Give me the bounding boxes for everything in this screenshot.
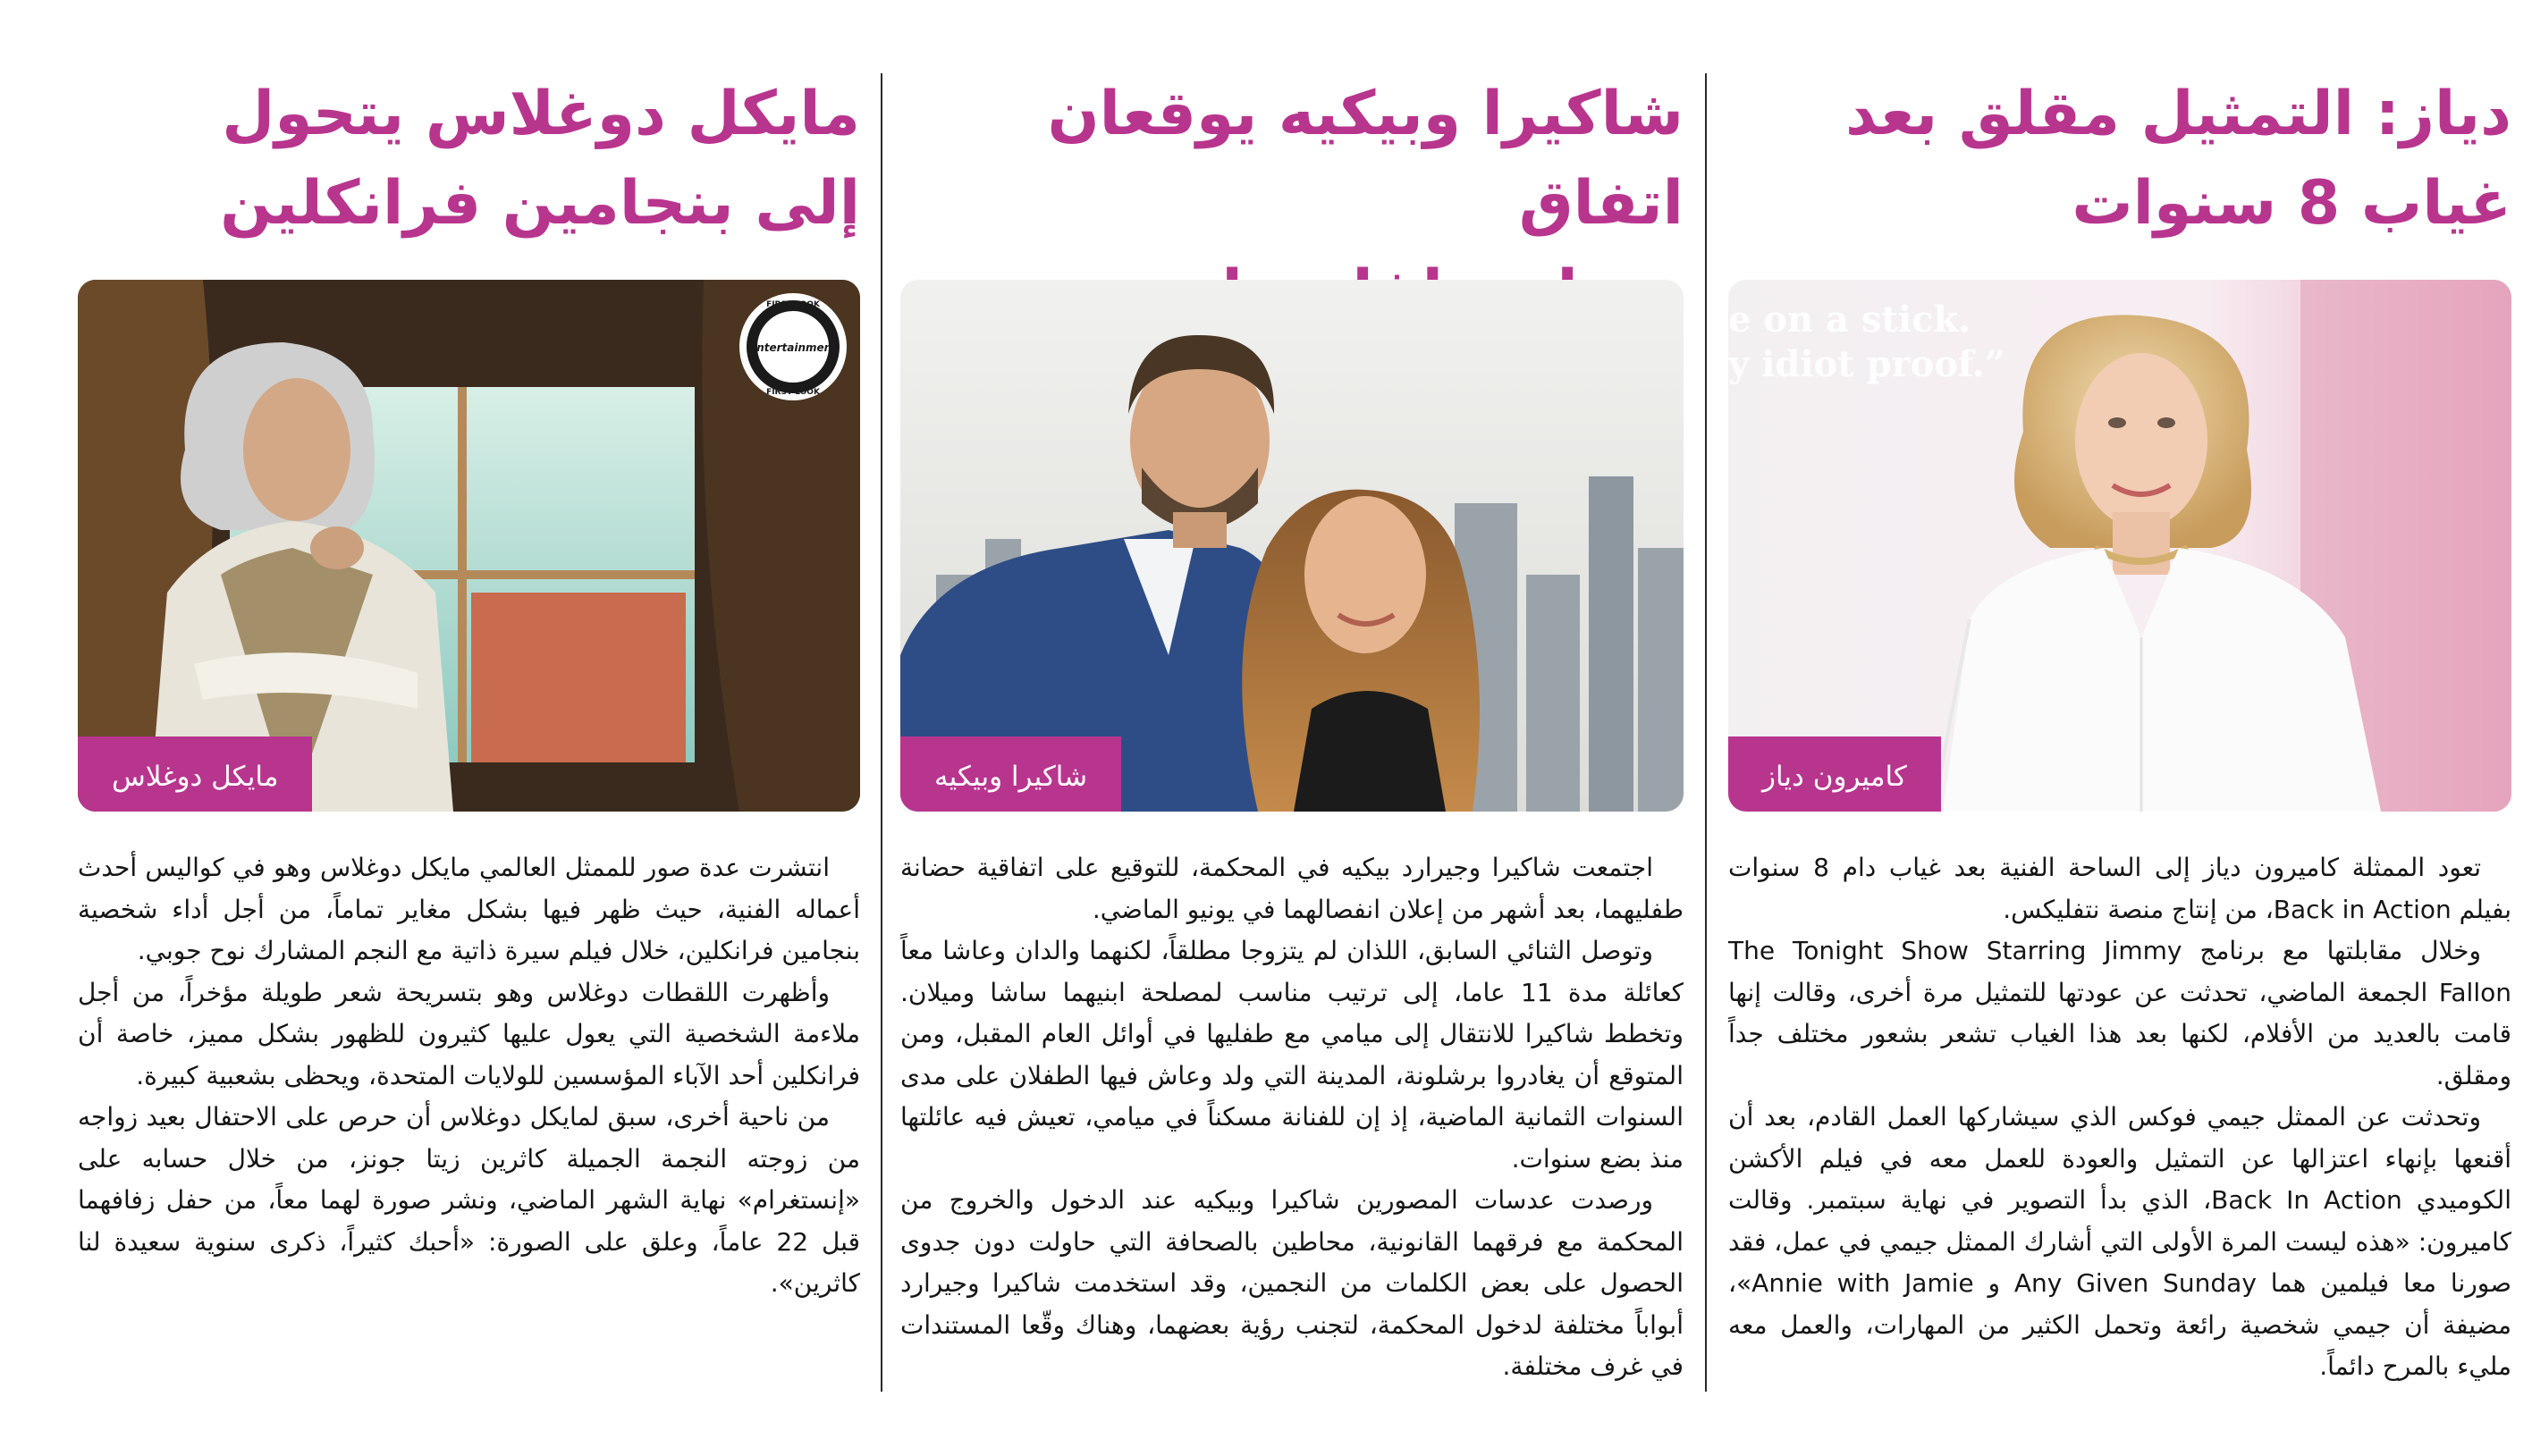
backdrop-text: e on a stick. [1728,299,1971,341]
article-shakira-pique [900,70,1684,1410]
backdrop-text: y idiot proof.” [1728,343,2005,385]
logo-brand-text: Entertainment [749,341,837,354]
article-body [1728,847,2511,1388]
paragraph: وخلال مقابلتها مع برنامج The Tonight Show Starring Jimmy Fallon الجمعة الماضي، تحدثت عن عودتها للتمثيل مرة أخرى، وقالت إنها قامت بالعديد من الأفلام، لكنها بعد هذا الغياب تشعر بشعور مختلف جداً ومقلق. [1728,936,2511,1090]
column-divider [881,73,882,1392]
article-cameron-diaz [1728,70,2511,1410]
headline-line: شاكيرا وبيكيه يوقعان اتفاق [1047,79,1684,239]
article-michael-douglas [78,70,860,1410]
backdrop-slogan [1728,298,2005,387]
logo-top-text: FIRST LOOK [766,300,820,309]
article-headline [78,70,860,248]
photo-caption: شاكيرا وبيكيه [900,736,1121,812]
article-headline [1728,70,2511,248]
headline-line: دياز: التمثيل مقلق بعد [1844,79,2511,149]
paragraph: تعود الممثلة كاميرون دياز إلى الساحة الفنية بعد غياب دام 8 سنوات بفيلم Back in Action، من إنتاج منصة نتفليكس. [1728,853,2511,924]
shakira-pique-photo [900,280,1684,812]
paragraph: اجتمعت شاكيرا وجيرارد بيكيه في المحكمة، للتوقيع على اتفاقية حضانة طفليهما، بعد أشهر من إعلان انفصالهما في يونيو الماضي. [900,853,1684,924]
paragraph: ورصدت عدسات المصورين شاكيرا وبيكيه عند الدخول والخروج من المحكمة مع فرقهما القانونية، محاطين بالصحافة التي حاولت دون جدوى الحصول على بعض الكلمات من النجمين، وقد استخدمت شاكيرا وجيرارد أبواباً مختلفة لدخول المحكمة، لتجنب رؤية بعضهما، وهناك وقّعا المستندات في غرف مختلفة. [900,1185,1684,1381]
headline-line: مايكل دوغلاس يتحول [222,79,860,149]
photo-caption: مايكل دوغلاس [78,736,312,812]
paragraph: وأظهرت اللقطات دوغلاس وهو بتسريحة شعر طويلة مؤخراً، من أجل ملاءمة الشخصية التي يعول عليها كثيرون للظهور بشكل مميز، خاصة أن فرانكلين أحد الآباء المؤسسين للولايات المتحدة، ويحظى بشعبية كبيرة. [78,977,860,1090]
headline-line: غياب 8 سنوات [2072,168,2511,239]
paragraph: وتحدثت عن الممثل جيمي فوكس الذي سيشاركها العمل القادم، بعد أن أقنعها بإنهاء اعتزالها عن التمثيل والعودة للعمل معه في فيلم الأكشن الكوميدي Back In Action، الذي بدأ التصوير في نهاية سبتمبر. وقالت كاميرون: «هذه ليست المرة الأولى التي أشارك الممثل جيمي في عمل، فقد صورنا معا فيلمين هما Any Given Sunday و Annie with Jamie»، مضيفة أن جيمي شخصية رائعة وتحمل الكثير من المهارات، والعمل معه مليء بالمرح دائماً. [1728,1102,2511,1381]
paragraph: من ناحية أخرى، سبق لمايكل دوغلاس أن حرص على الاحتفال بعيد زواجه من زوجته النجمة الجميلة كاثرين زيتا جونز، من خلال حسابه على «إنستغرام» نهاية الشهر الماضي، ونشر صورة لهما معاً، من حفل زفافهما قبل 22 عاماً، وعلق على الصورة: «أحبك كثيراً، ذكرى سنوية سعيدة لنا كاثرين». [78,1102,860,1298]
photo-caption: كاميرون دياز [1728,736,1941,812]
logo-bottom-text: FIRST LOOK [766,388,820,397]
article-photo [900,280,1684,812]
paragraph: انتشرت عدة صور للممثل العالمي مايكل دوغلاس وهو في كواليس أحدث أعماله الفنية، حيث ظهر فيها بشكل مغاير تماماً، من أجل أداء شخصية بنجامين فرانكلين، خلال فيلم سيرة ذاتية مع النجم المشارك نوح جوبي. [78,853,860,965]
article-body [900,847,1684,1388]
headline-line: إلى بنجامين فرانكلين [220,168,860,239]
entertainment-first-look-logo [737,290,849,403]
column-divider [1705,73,1707,1392]
article-photo [1728,280,2511,812]
article-photo [78,280,860,812]
article-body [78,847,860,1305]
paragraph: وتوصل الثنائي السابق، اللذان لم يتزوجا مطلقاً، لكنهما والدان وعاشا معاً كعائلة مدة 11 عاما، إلى ترتيب مناسب لمصلحة ابنيهما ساشا وميلان. وتخطط شاكيرا للانتقال إلى ميامي مع طفليها في أوائل العام المقبل، ومن المتوقع أن يغادروا برشلونة، المدينة التي ولد وعاش فيها الطفلان على مدى السنوات الثمانية الماضية، إذ إن للفنانة مسكناً في ميامي، تعيش فيه عائلتها منذ بضع سنوات. [900,936,1684,1174]
